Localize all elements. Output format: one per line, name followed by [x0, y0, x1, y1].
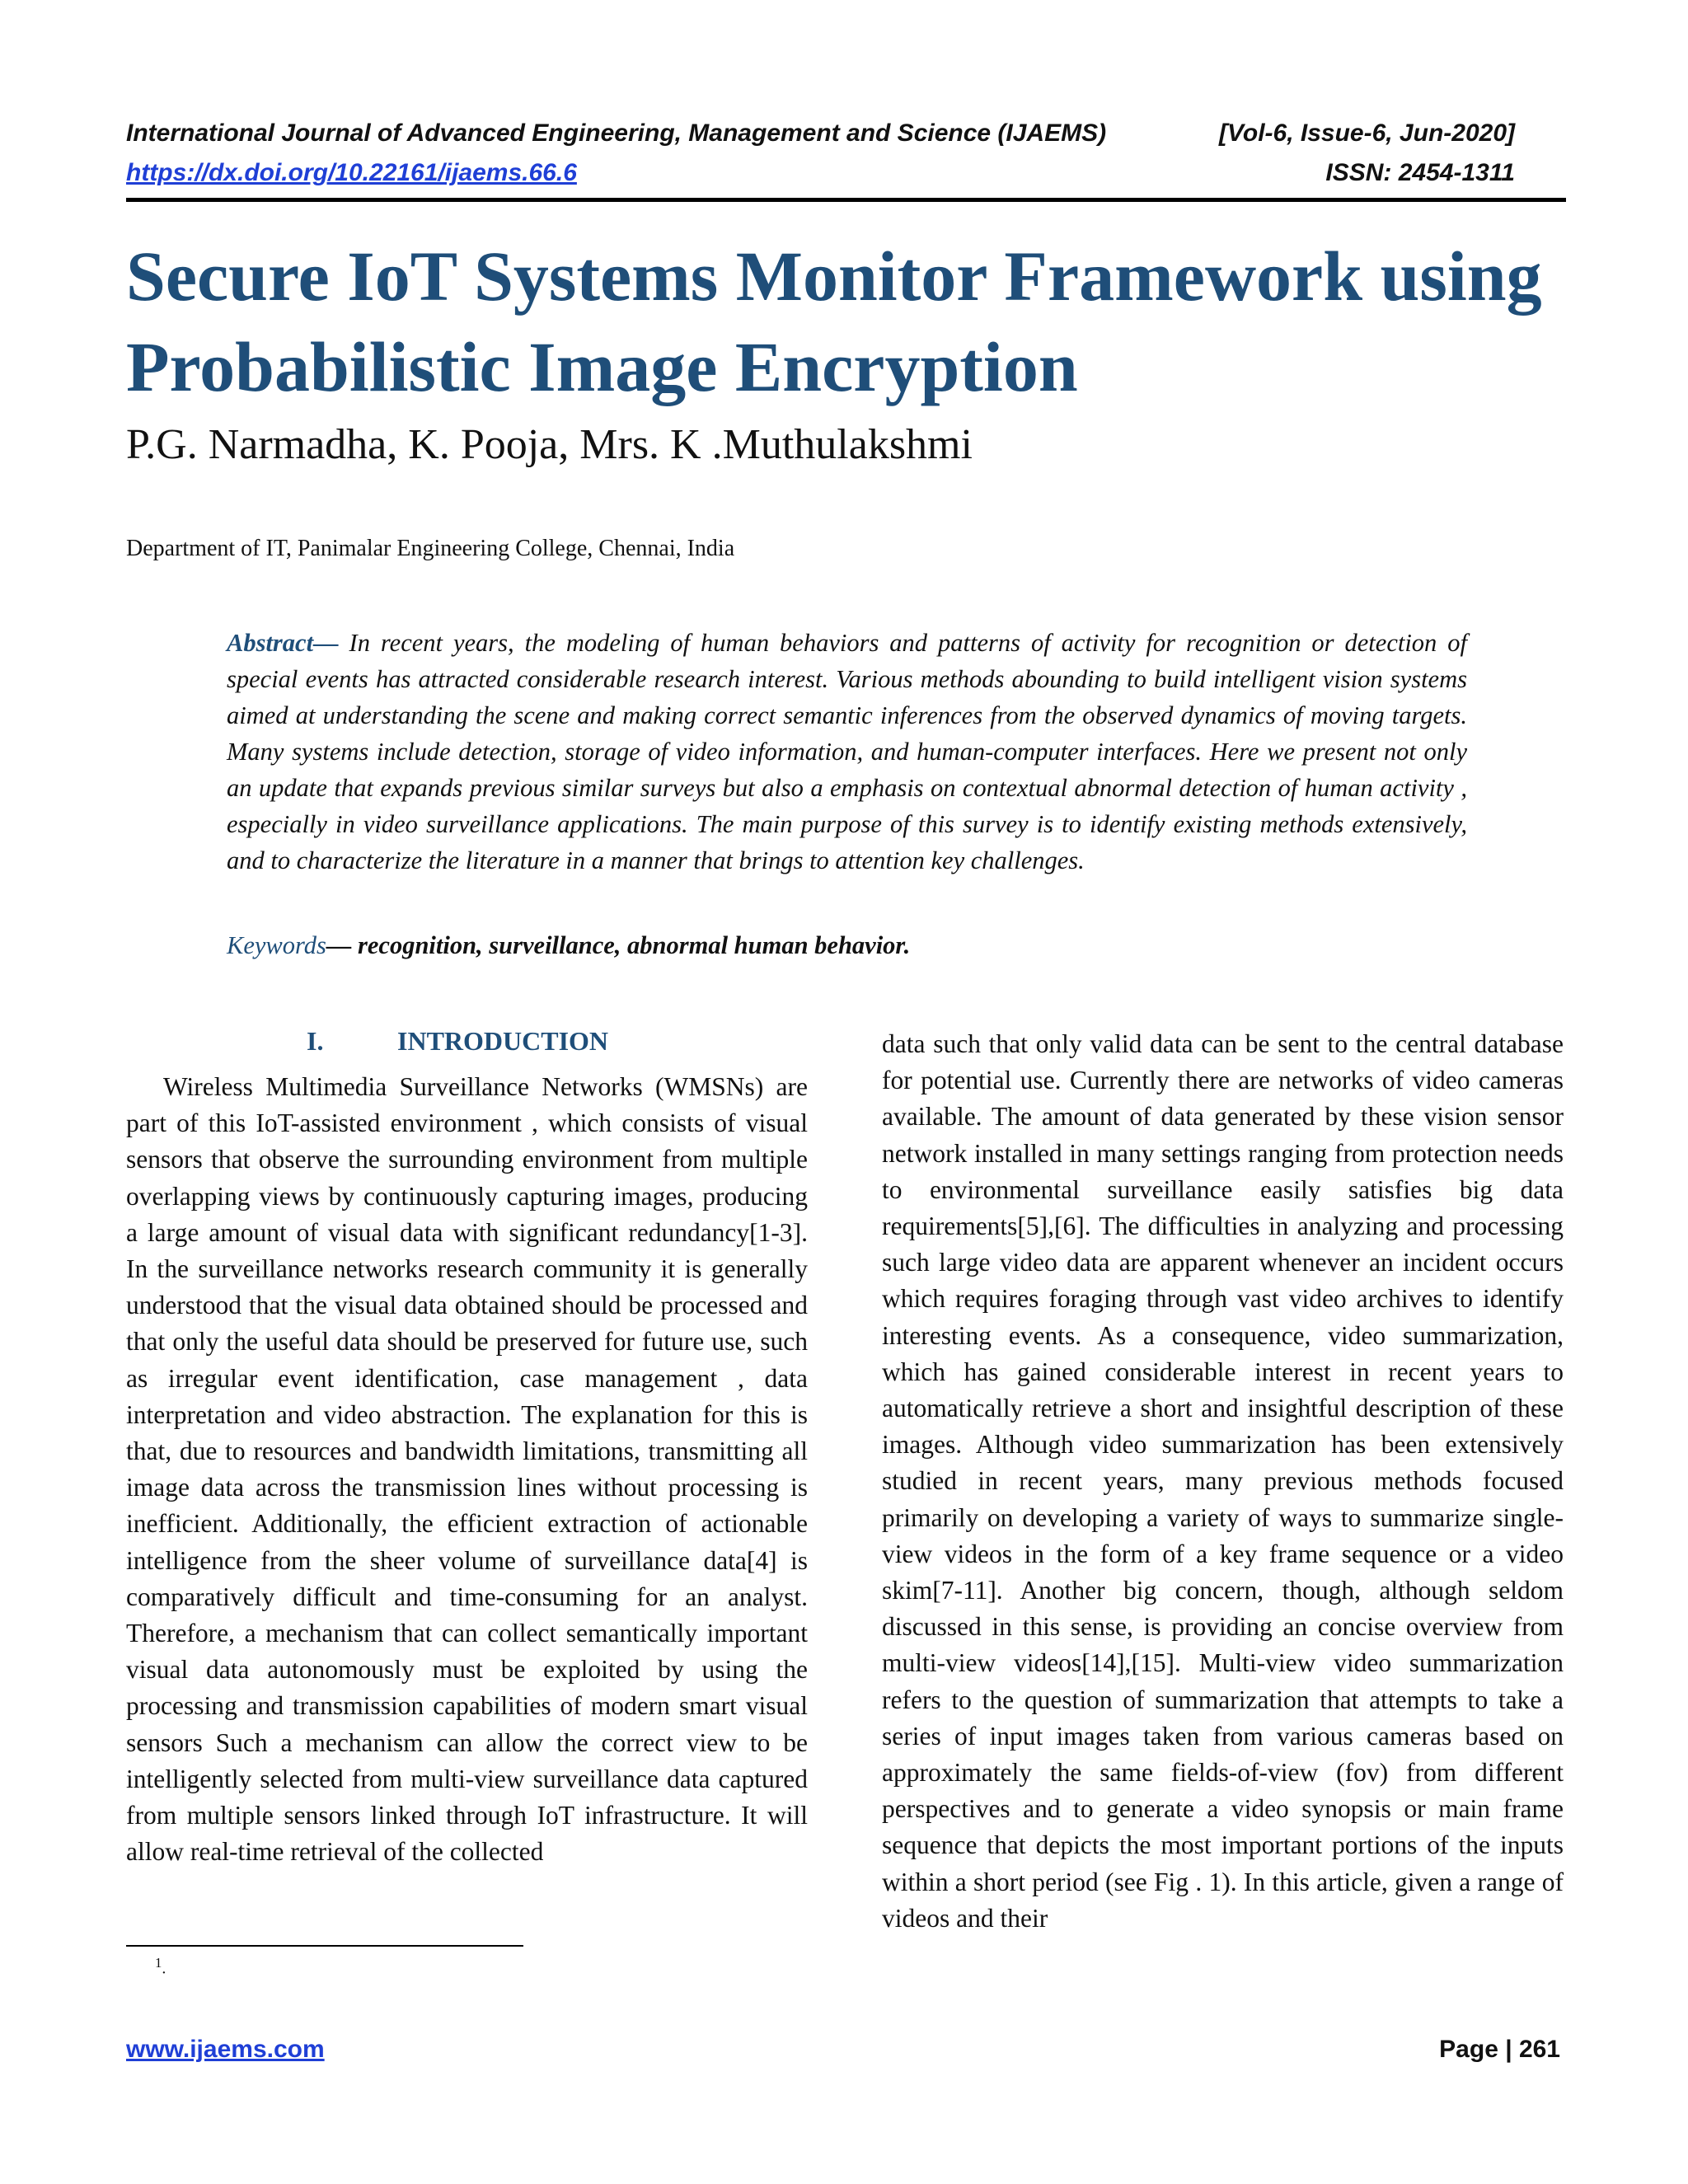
section-heading — [307, 1026, 608, 1057]
paper-title: Secure IoT Systems Monitor Framework using Probabilistic Image Encryption — [126, 237, 1542, 406]
journal-name: International Journal of Advanced Engineering, Management and Science (IJAEMS) — [126, 120, 1107, 147]
abstract-label: Abstract — [227, 629, 314, 657]
body-left-column: Wireless Multimedia Surveillance Networks (WMSNs) are part of this IoT-assisted environment , which consists of visual sensors that observe the surrounding environment from multiple overlapping views by continuously capturing images, producing a large amount of visual data with significant redundancy[1-3]. In the surveillance networks research community it is generally understood that the visual data obtained should be processed and that only the useful data should be preserved for future use, such as irregular event identification, case management , data interpretation and video abstraction. The explanation for this is that, due to resources and bandwidth limitations, transmitting all image data across the transmission lines without processing is inefficient. Additionally, the efficient extraction of actionable intelligence from the sheer volume of surveillance data[4] is comparatively difficult and time-consuming for an analyst. Therefore, a mechanism that can collect semantically important visual data autonomously must be exploited by using the processing and transmission capabilities of modern smart visual sensors Such a mechanism can allow the correct view to be intelligently selected from multi-view surveillance data captured from multiple sensors linked through IoT infrastructure. It will allow real-time retrieval of the collected — [126, 1072, 808, 1867]
footnote-rule — [126, 1945, 523, 1947]
keywords-text: — recognition, surveillance, abnormal human behavior. — [326, 931, 911, 959]
paper-authors: P.G. Narmadha, K. Pooja, Mrs. K .Muthulakshmi — [126, 421, 973, 468]
section-title: INTRODUCTION — [397, 1026, 609, 1056]
footnote-text: . — [162, 1959, 166, 1978]
abstract-text: In recent years, the modeling of human behaviors and patterns of activity for recognition or detection of special events has attracted considerable research interest. Various methods abounding to build intelligent vision systems aimed at understanding the scene and making correct semantic inferences from the observed dynamics of moving targets. Many systems include detection, storage of video information, and human-computer interfaces. Here we present not only an update that expands previous similar surveys but also a emphasis on contextual abnormal detection of human activity , especially in video surveillance applications. The main purpose of this survey is to identify existing methods extensively, and to characterize the literature in a manner that brings to attention key challenges. — [227, 629, 1467, 874]
issn: ISSN: 2454-1311 — [1325, 159, 1515, 186]
affiliation: Department of IT, Panimalar Engineering College, Chennai, India — [126, 536, 735, 561]
keywords-label: Keywords — [227, 931, 326, 959]
abstract — [227, 625, 1467, 879]
body-right-column: data such that only valid data can be sent to the central database for potential use. Currently there are networks of video cameras available. The amount of data generated by these vision sensor network installed in many settings ranging from protection needs to environmental surveillance easily satisfies big data requirements[5],[6]. The difficulties in analyzing and processing such large video data are apparent whenever an incident occurs which requires foraging through vast video archives to identify interesting events. As a consequence, video summarization, which has gained considerable interest in recent years to automatically retrieve a short and insightful description of these images. Although video summarization has been extensively studied in recent years, many previous methods focused primarily on developing a variety of ways to summarize single-view videos in the form of a key frame sequence or a video skim[7-11]. Another big concern, though, although seldom discussed in this sense, is providing an concise overview from multi-view videos[14],[15]. Multi-view video summarization refers to the question of summarization that attempts to take a series of input images taken from various cameras based on approximately the same fields-of-view (fov) from different perspectives and to generate a video synopsis or main frame sequence that depicts the most important portions of the inputs within a short period (see Fig . 1). In this article, given a range of videos and their — [882, 1029, 1564, 1933]
footnote-mark: 1 — [155, 1955, 162, 1971]
keywords — [227, 931, 1467, 960]
footnote — [155, 1955, 166, 1979]
section-number: I. — [307, 1026, 324, 1056]
issue-info: [Vol-6, Issue-6, Jun-2020] — [1218, 120, 1515, 147]
website-link[interactable]: www.ijaems.com — [126, 2036, 325, 2063]
abstract-dash: — — [313, 629, 339, 657]
page-number: Page | 261 — [1439, 2036, 1560, 2063]
header-rule — [126, 198, 1566, 202]
doi-link[interactable]: https://dx.doi.org/10.22161/ijaems.66.6 — [126, 159, 577, 186]
